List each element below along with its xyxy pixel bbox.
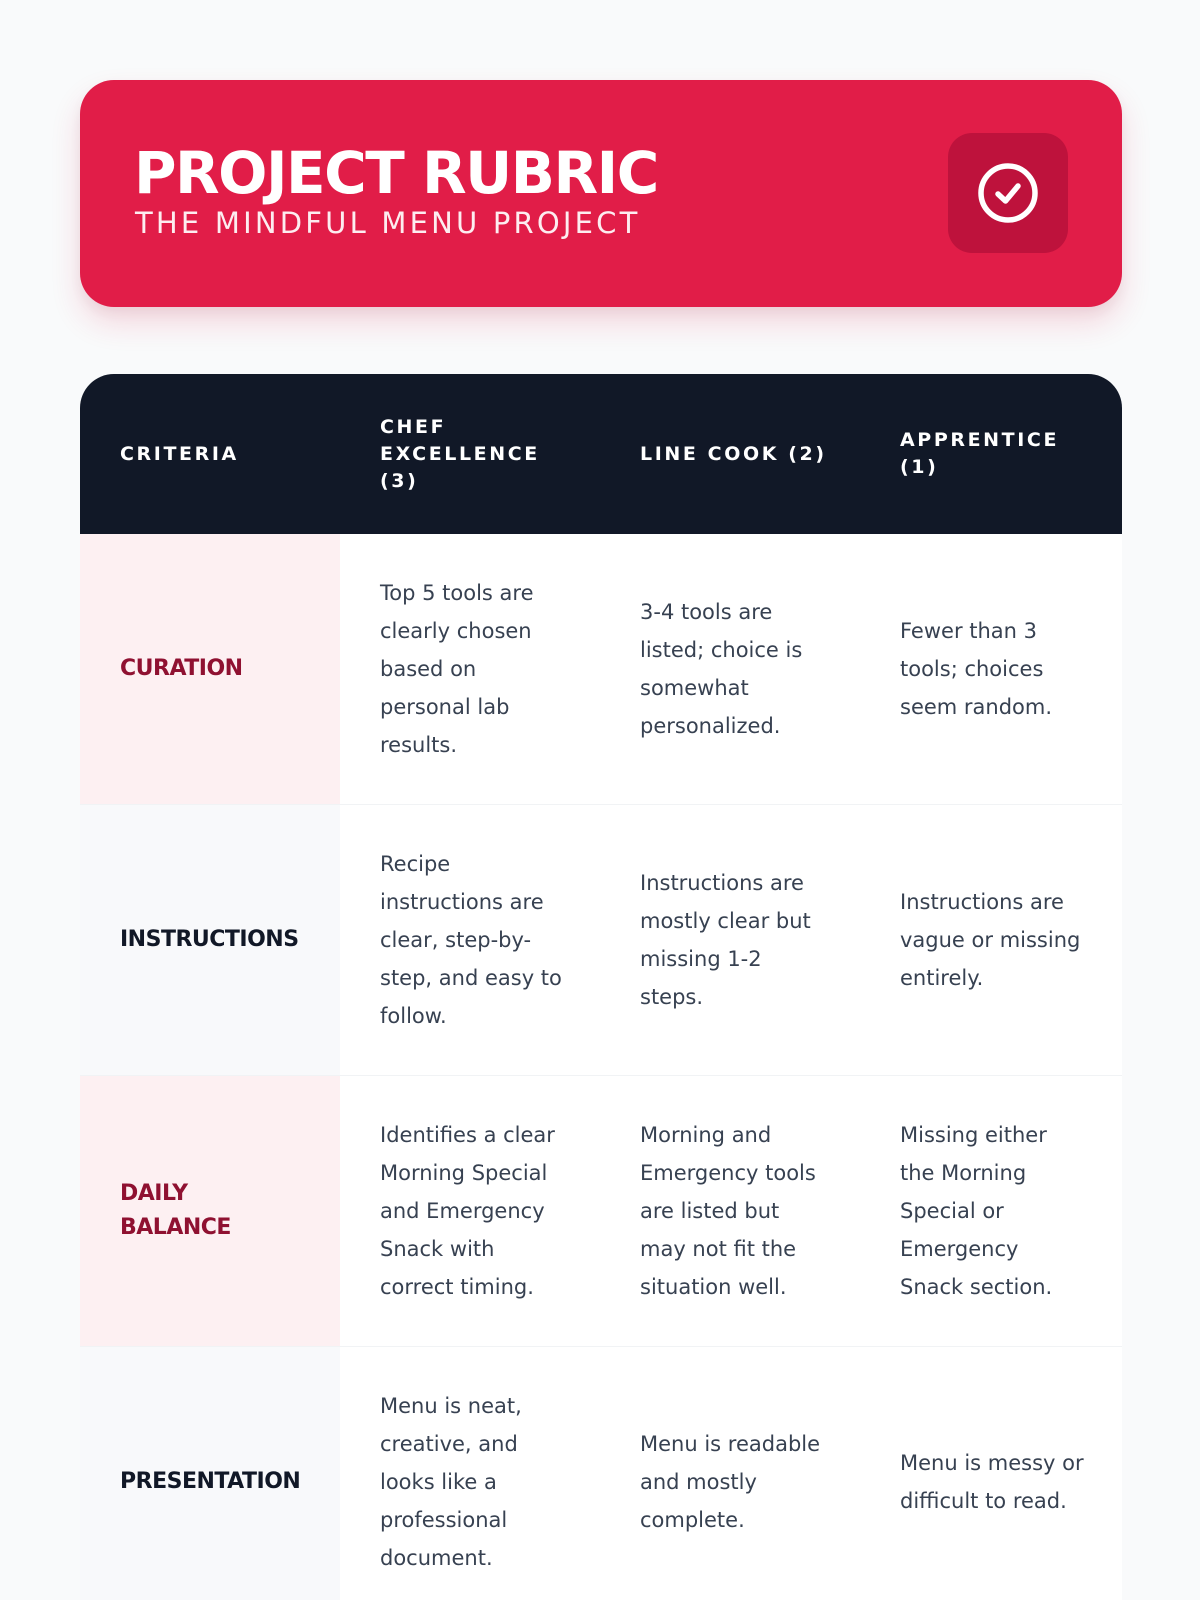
column-header-label: CHEF EXCELLENCE (3): [380, 415, 540, 492]
page-subtitle: THE MINDFUL MENU PROJECT: [135, 206, 641, 240]
column-header-criteria: [80, 374, 340, 534]
line-cook-cell: [600, 805, 860, 1075]
cell-text: Menu is messy or difficult to read.: [900, 1451, 1084, 1513]
check-badge: [948, 133, 1068, 253]
apprentice-cell: [860, 1347, 1122, 1600]
column-header-label: CRITERIA: [120, 442, 239, 465]
column-header-label: APPRENTICE (1): [900, 429, 1060, 478]
cell-text: Instructions are vague or missing entirely.: [900, 890, 1081, 990]
table-row: [80, 1347, 1122, 1600]
line-cook-cell: [600, 534, 860, 804]
cell-text: Identifies a clear Morning Special and Emergency Snack with correct timing.: [380, 1123, 555, 1299]
apprentice-cell: [860, 1076, 1122, 1346]
table-row: [80, 805, 1122, 1076]
chef-excellence-cell: [340, 805, 600, 1075]
table-row: [80, 534, 1122, 805]
cell-text: Top 5 tools are clearly chosen based on personal lab results.: [380, 581, 534, 757]
cell-text: Recipe instructions are clear, step-by-step, and easy to follow.: [380, 852, 562, 1028]
criterion-cell: PRESENTATION: [80, 1347, 340, 1600]
cell-text: Instructions are mostly clear but missing 1-2 steps.: [640, 871, 811, 1009]
rubric-header: [80, 80, 1122, 307]
criterion-cell: [80, 1076, 340, 1346]
column-header-chef-excellence: [340, 374, 600, 534]
table-row: [80, 1076, 1122, 1347]
rubric-table: [80, 374, 1122, 1600]
table-header: [80, 374, 1122, 534]
column-header-apprentice: [860, 374, 1122, 534]
check-circle-icon: [976, 161, 1040, 225]
line-cook-cell: [600, 1347, 860, 1600]
criterion-cell: CURATION: [80, 534, 340, 804]
page-title: PROJECT RUBRIC: [134, 139, 658, 207]
criterion-cell: INSTRUCTIONS: [80, 805, 340, 1075]
cell-text: Menu is readable and mostly complete.: [640, 1432, 821, 1532]
apprentice-cell: [860, 534, 1122, 804]
cell-text: Menu is neat, creative, and looks like a professional document.: [380, 1394, 522, 1570]
cell-text: Fewer than 3 tools; choices seem random.: [900, 619, 1053, 719]
criterion-label: DAILY BALANCE: [120, 1181, 231, 1240]
chef-excellence-cell: [340, 1347, 600, 1600]
cell-text: Morning and Emergency tools are listed but may not fit the situation well.: [640, 1123, 816, 1299]
column-header-line-cook: [600, 374, 860, 534]
column-header-label: LINE COOK (2): [640, 442, 827, 465]
line-cook-cell: [600, 1076, 860, 1346]
chef-excellence-cell: [340, 1076, 600, 1346]
cell-text: Missing either the Morning Special or Emergency Snack section.: [900, 1123, 1053, 1299]
cell-text: 3-4 tools are listed; choice is somewhat personalized.: [640, 600, 803, 738]
chef-excellence-cell: [340, 534, 600, 804]
apprentice-cell: [860, 805, 1122, 1075]
